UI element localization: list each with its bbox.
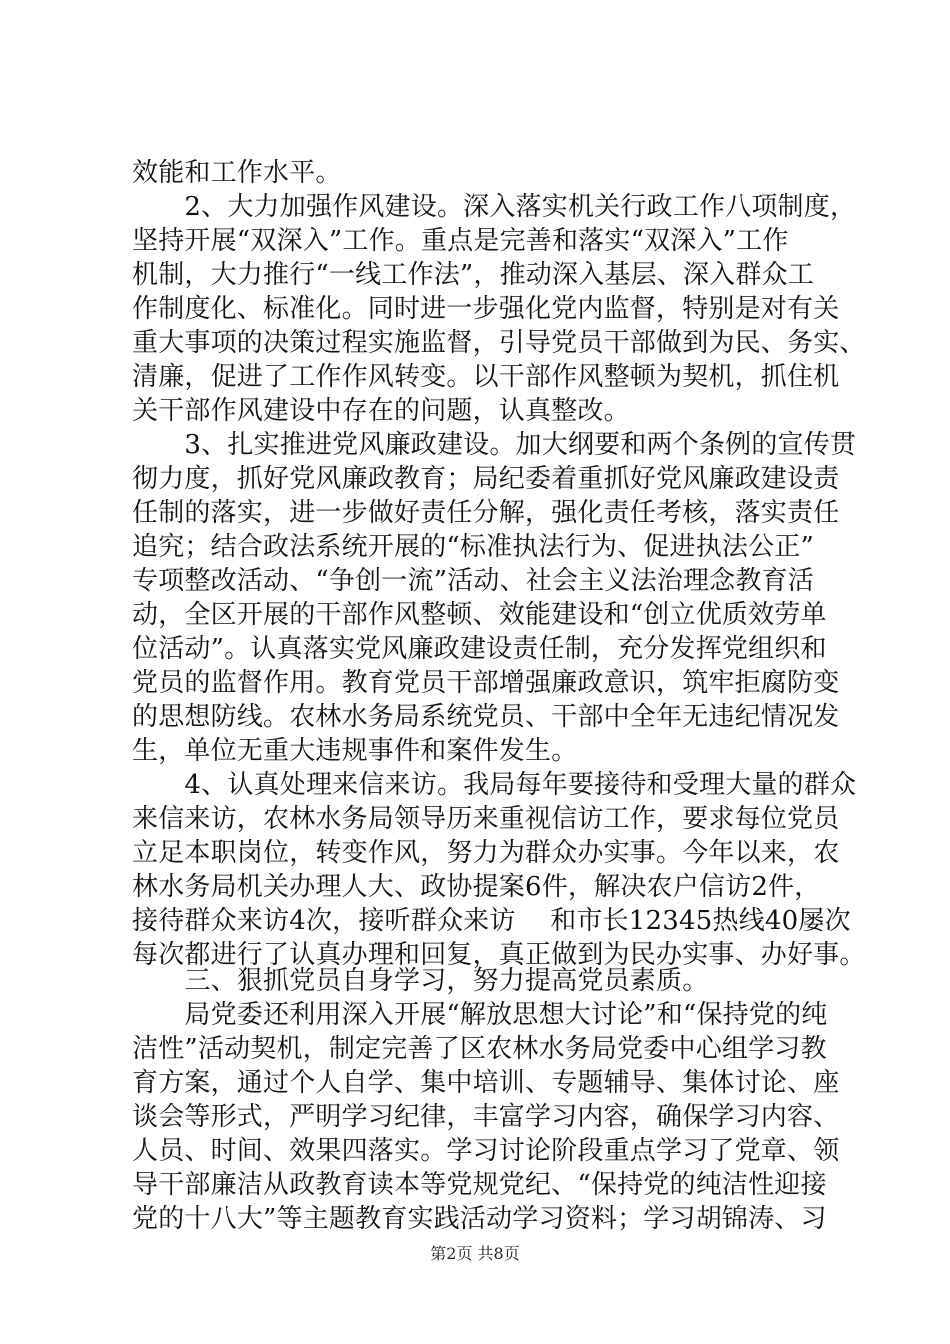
text-line: 生，单位无重大违规事件和案件发生。 bbox=[132, 736, 578, 766]
page-footer: 第2页 共8页 bbox=[430, 1244, 520, 1263]
text-line: 局党委还利用深入开展“解放思想大讨论”和“保持党的纯 bbox=[132, 1000, 828, 1030]
text-line: 坚持开展“双深入”工作。重点是完善和落实“双深入”工作 bbox=[132, 226, 789, 256]
text-line: 立足本职岗位，转变作风，努力为群众办实事。今年以来，农 bbox=[132, 838, 840, 868]
text-line: 清廉，促进了工作作风转变。以干部作风整顿为契机，抓住机 bbox=[132, 362, 840, 392]
text-line: 效能和工作水平。 bbox=[132, 158, 342, 188]
text-line: 谈会等形式，严明学习纪律，丰富学习内容，确保学习内容、 bbox=[132, 1102, 840, 1132]
section-heading: 三、狠抓党员自身学习，努力提高党员素质。 bbox=[132, 966, 709, 996]
text-line: 洁性”活动契机，制定完善了区农林水务局党委中心组学习教 bbox=[132, 1034, 827, 1064]
text-line: 每次都进行了认真办理和回复，真正做到为民办实事、办好事。 bbox=[132, 940, 866, 970]
text-line: 2、大力加强作风建设。深入落实机关行政工作八项制度， bbox=[132, 192, 857, 222]
text-line: 党员的监督作用。教育党员干部增强廉政意识，筑牢拒腐防变 bbox=[132, 668, 840, 698]
text-line: 机制，大力推行“一线工作法”，推动深入基层、深入群众工 bbox=[132, 260, 814, 290]
text-line: 育方案，通过个人自学、集中培训、专题辅导、集体讨论、座 bbox=[132, 1068, 840, 1098]
text-line: 动，全区开展的干部作风整顿、效能建设和“创立优质效劳单 bbox=[132, 600, 827, 630]
text-line: 4、认真处理来信来访。我局每年要接待和受理大量的群众 bbox=[132, 770, 857, 800]
text-line: 党的十八大”等主题教育实践活动学习资料；学习胡锦涛、习 bbox=[132, 1204, 827, 1234]
text-line: 导干部廉洁从政教育读本等党规党纪、“保持党的纯洁性迎接 bbox=[132, 1170, 827, 1200]
text-line: 位活动”。认真落实党风廉政建设责任制，充分发挥党组织和 bbox=[132, 634, 827, 664]
text-line: 接待群众来访4次，接听群众来访 和市长12345热线40屡次 bbox=[132, 906, 851, 936]
text-line: 追究；结合政法系统开展的“标准执法行为、促进执法公正” bbox=[132, 532, 814, 562]
text-line: 关干部作风建设中存在的问题，认真整改。 bbox=[132, 396, 630, 426]
text-line: 作制度化、标准化。同时进一步强化党内监督，特别是对有关 bbox=[132, 294, 840, 324]
text-line: 3、扎实推进党风廉政建设。加大纲要和两个条例的宣传贯 bbox=[132, 430, 857, 460]
text-line: 人员、时间、效果四落实。学习讨论阶段重点学习了党章、领 bbox=[132, 1136, 840, 1166]
text-line: 重大事项的决策过程实施监督，引导党员干部做到为民、务实、 bbox=[132, 328, 866, 358]
text-line: 彻力度，抓好党风廉政教育；局纪委着重抓好党风廉政建设责 bbox=[132, 464, 840, 494]
text-line: 来信来访，农林水务局领导历来重视信访工作，要求每位党员 bbox=[132, 804, 840, 834]
text-line: 林水务局机关办理人大、政协提案6件，解决农户信访2件， bbox=[132, 872, 821, 902]
text-line: 任制的落实，进一步做好责任分解，强化责任考核，落实责任 bbox=[132, 498, 840, 528]
text-line: 专项整改活动、“争创一流”活动、社会主义法治理念教育活 bbox=[132, 566, 814, 596]
text-line: 的思想防线。农林水务局系统党员、干部中全年无违纪情况发 bbox=[132, 702, 840, 732]
